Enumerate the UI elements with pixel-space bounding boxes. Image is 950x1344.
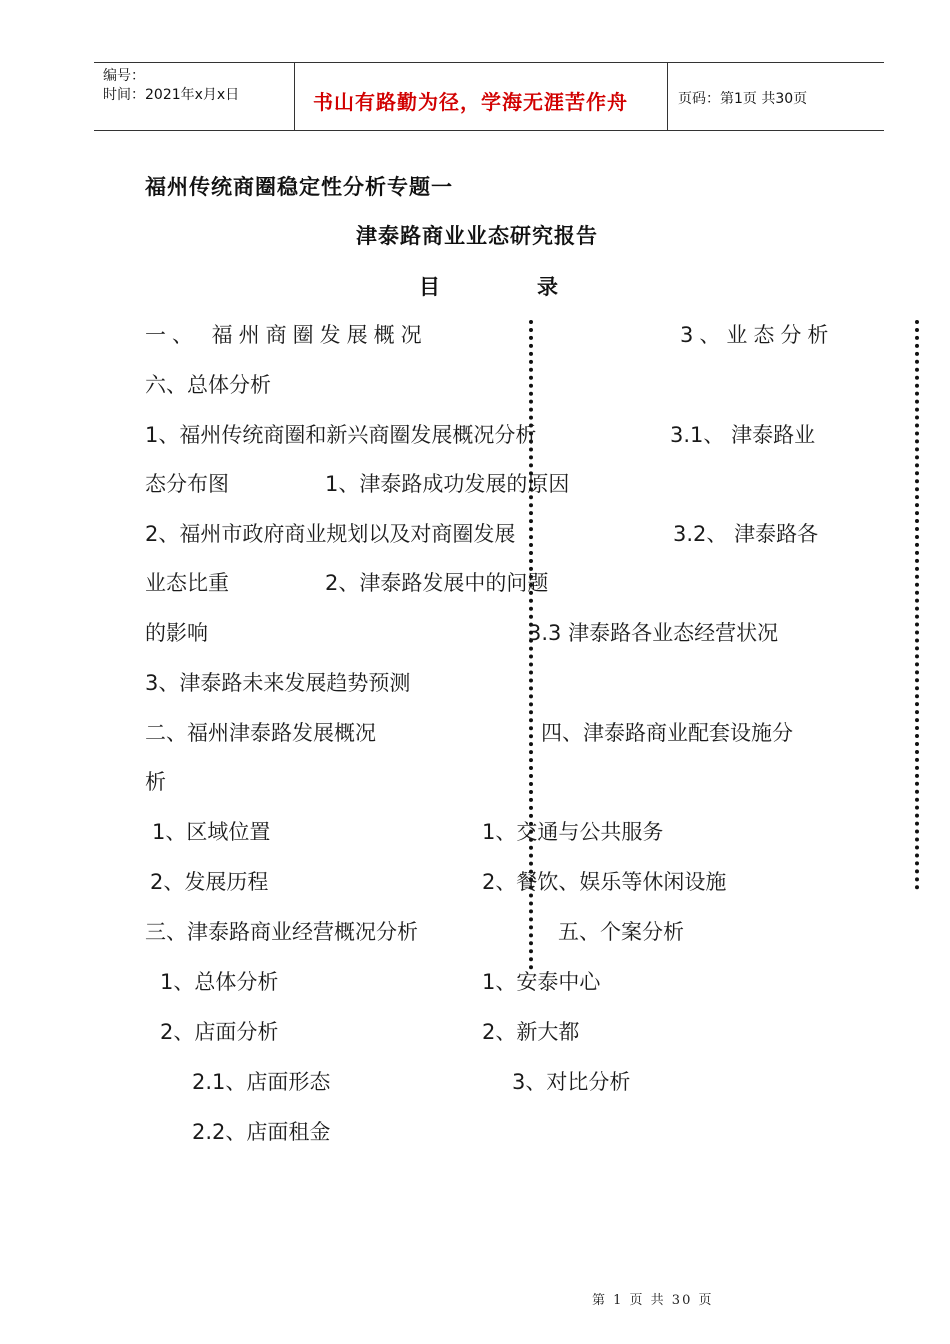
- toc-entry: 五、个案分析: [558, 920, 684, 944]
- toc-entry: 1、安泰中心: [482, 970, 601, 994]
- toc-entry: 2、津泰路发展中的问题: [325, 571, 549, 595]
- toc-entry: 2、餐饮、娱乐等休闲设施: [482, 870, 727, 894]
- toc-entry: 态分布图: [145, 472, 229, 496]
- header-bottom-rule: [94, 130, 884, 131]
- toc-entry: 2、店面分析: [160, 1020, 279, 1044]
- toc-entry: 3.2、 津泰路各: [673, 522, 819, 546]
- toc-entry: 二、福州津泰路发展概况: [145, 721, 376, 745]
- header-divider-1: [294, 62, 295, 130]
- toc-entry: 3.1、 津泰路业: [670, 423, 816, 447]
- toc-entry: 2、发展历程: [150, 870, 269, 894]
- toc-entry: 3.3 津泰路各业态经营状况: [528, 621, 779, 645]
- toc-entry: 1、总体分析: [160, 970, 279, 994]
- toc-entry: 析: [145, 770, 166, 794]
- document-number-label: 编号：: [103, 68, 145, 84]
- toc-entry: 2.1、店面形态: [192, 1070, 331, 1094]
- toc-entry: 2、福州市政府商业规划以及对商圈发展: [145, 522, 516, 546]
- toc-heading-left: 目: [419, 275, 441, 299]
- toc-entry: 2.2、店面租金: [192, 1120, 331, 1144]
- toc-entry: 3、对比分析: [512, 1070, 631, 1094]
- toc-entry: 四、津泰路商业配套设施分: [541, 721, 793, 745]
- header-page-info: 页码：第1页 共30页: [678, 91, 808, 107]
- toc-entry: 3、业态分析: [680, 323, 835, 347]
- toc-entry: 1、交通与公共服务: [482, 820, 664, 844]
- toc-entry: 3、津泰路未来发展趋势预测: [145, 671, 411, 695]
- toc-entry: 业态比重: [145, 571, 229, 595]
- toc-entry: 1、区域位置: [152, 820, 271, 844]
- main-title: 津泰路商业业态研究报告: [356, 224, 598, 248]
- toc-heading-right: 录: [537, 275, 559, 299]
- toc-entry: 六、总体分析: [145, 373, 271, 397]
- header-top-rule: [94, 62, 884, 63]
- header-divider-2: [667, 62, 668, 130]
- series-title: 福州传统商圈稳定性分析专题一: [145, 175, 453, 199]
- toc-entry: 1、津泰路成功发展的原因: [325, 472, 570, 496]
- header-motto: 书山有路勤为径，学海无涯苦作舟: [313, 90, 628, 114]
- toc-entry: 一、 福州商圈发展概况: [145, 323, 428, 347]
- page-footer: 第 1 页 共 30 页: [592, 1293, 714, 1308]
- dotted-right-margin-rule: [915, 320, 919, 890]
- document-time-label: 时间：2021年x月x日: [103, 87, 240, 103]
- toc-entry: 2、新大都: [482, 1020, 580, 1044]
- toc-entry: 三、津泰路商业经营概况分析: [145, 920, 418, 944]
- toc-entry: 的影响: [145, 621, 208, 645]
- toc-entry: 1、福州传统商圈和新兴商圈发展概况分析: [145, 423, 537, 447]
